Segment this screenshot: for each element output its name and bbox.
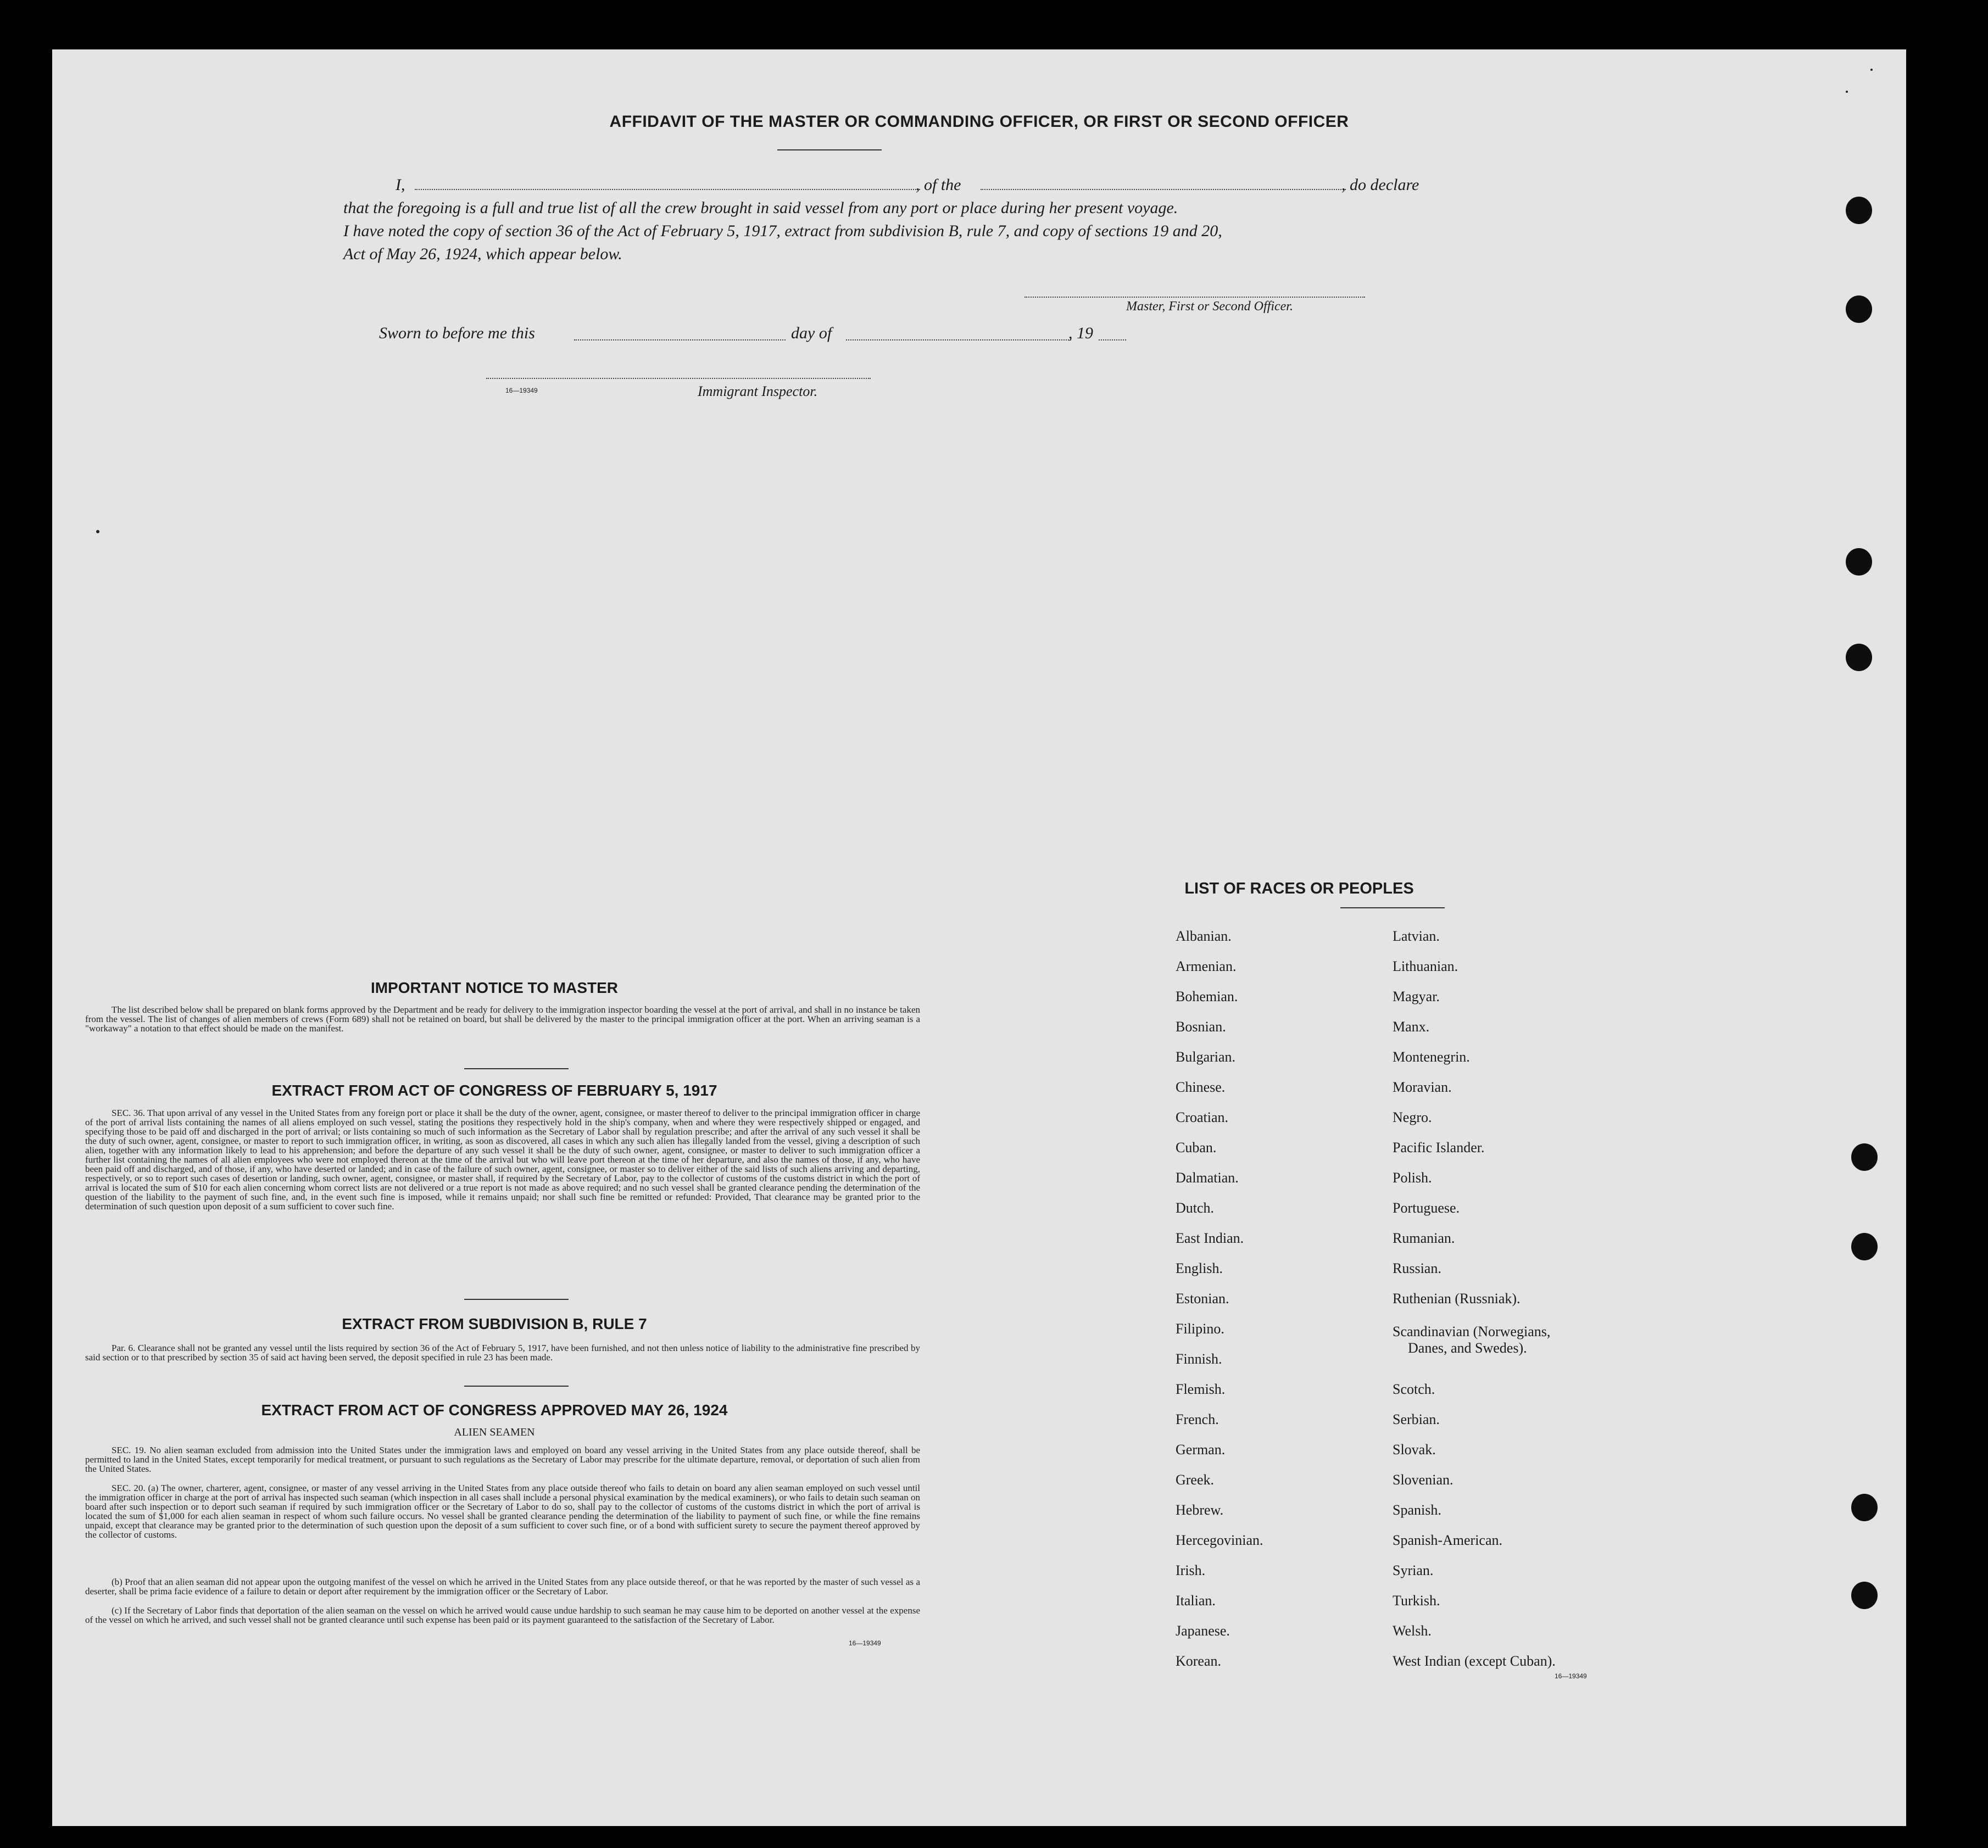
vessel-name-blank[interactable]	[981, 189, 1346, 190]
affidavit-form-number: 16—19349	[505, 387, 538, 394]
race-item: Cuban.	[1176, 1140, 1217, 1155]
race-item: Hercegovinian.	[1176, 1532, 1263, 1548]
race-item: Flemish.	[1176, 1381, 1226, 1397]
extract-1924-title: EXTRACT FROM ACT OF CONGRESS APPROVED MAY 26, 1924	[261, 1402, 728, 1419]
race-item: Manx.	[1393, 1019, 1430, 1035]
inspector-label: Immigrant Inspector.	[698, 383, 818, 399]
signature-label: Master, First or Second Officer.	[1126, 299, 1293, 314]
divider	[464, 1068, 569, 1069]
paper-speck	[1870, 69, 1873, 71]
title-divider	[777, 149, 882, 150]
race-item: Finnish.	[1176, 1351, 1222, 1367]
races-title: LIST OF RACES OR PEOPLES	[1184, 880, 1414, 897]
race-item: Syrian.	[1393, 1562, 1434, 1578]
race-item: French.	[1176, 1411, 1219, 1427]
race-item: Korean.	[1176, 1653, 1222, 1669]
binder-hole	[1851, 1494, 1878, 1521]
sworn-day-blank[interactable]	[574, 339, 786, 340]
race-item: Bohemian.	[1176, 989, 1238, 1004]
extract-1917-text: SEC. 36. That upon arrival of any vessel in the United States from any foreign port or place it shall be the duty of the owner, agent, consignee, or master thereof to deliver to the principal immigration officer in charge of the port of arrival lists containing the names of all aliens employed on such vessel, stating the positions they respectively hold in the ship's company, when and where they were respectively shipped or engaged, and specifying those to be paid off and discharged in the port of arrival; or lists containing so much of such information as the Secretary of Labor shall by regulation prescribe; and after the arrival of any such vessel it shall be the duty of such owner, agent, consignee, or master to report to such immigration officer, in writing, as soon as discovered, all cases in which any such alien has illegally landed from the vessel, giving a description of such alien, together with any information likely to lead to his apprehension; and before the departure of any such vessel it shall be the duty of such owner, agent, consignee, or master to deliver to such immigration officer a further list containing the names of all alien employees who were not employed thereon at the time of the arrival but who will leave port thereon at the time of her departure, and also the names of those, if any, who have been paid off and discharged, and of those, if any, who have deserted or landed; and in case of the failure of such owner, agent, consignee, or master so to deliver either of the said lists of such aliens arriving and departing, respectively, or so to report such cases of desertion or landing, such owner, agent, consignee, or master shall, if required by the Secretary of Labor, pay to the collector of customs of the customs district in which the port of arrival is located the sum of $10 for each alien concerning whom correct lists are not delivered or a true report is not made as above required; and no such vessel shall be granted clearance pending the determination of the question of the liability to the payment of such fine, and, in the event such fine is imposed, while it remains unpaid; nor shall such fine be remitted or refunded: Provided, That clearance may be granted prior to the determination of such question upon deposit of a sum sufficient to cover such fine.	[85, 1108, 920, 1211]
document-page	[52, 49, 1906, 1826]
race-item: Croatian.	[1176, 1109, 1229, 1125]
affidavit-line-4: Act of May 26, 1924, which appear below.	[343, 245, 622, 263]
race-item: Irish.	[1176, 1562, 1206, 1578]
binder-hole	[1851, 1143, 1878, 1171]
year-prefix: , 19	[1068, 324, 1093, 342]
race-item: Lithuanian.	[1393, 958, 1458, 974]
race-item: Bosnian.	[1176, 1019, 1226, 1035]
extract-form-number: 16—19349	[849, 1639, 881, 1647]
race-item: German.	[1176, 1442, 1226, 1458]
race-item: Greek.	[1176, 1472, 1215, 1488]
sec-20a-text: SEC. 20. (a) The owner, charterer, agent, consignee, or master of any vessel arriving in the United States from any place outside thereof who fails to detain on board any alien seaman employed on such vessel until the immigration officer in charge at the port of arrival has inspected such seaman (which inspection in all cases shall include a personal physical examination by the medical examiners), or who fails to detain such seaman on board after such inspection or to deport such seaman if required by such immigration officer or the Secretary of Labor to do so, shall pay to the collector of customs of the customs district in which the port of arrival is located the sum of $1,000 for each alien seaman in respect of whom such failure occurs. No vessel shall be granted clearance pending the determination of the liability to payment of such fine, or while the fine remains unpaid, except that clearance may be granted prior to the determination of such question upon the deposit of a sum sufficient to cover such fine, or of a bond with sufficient surety to secure the payment thereof approved by the collector of customs.	[85, 1483, 920, 1540]
race-item: Dutch.	[1176, 1200, 1215, 1216]
binder-hole	[1846, 295, 1872, 323]
divider	[464, 1386, 569, 1387]
binder-hole	[1851, 1233, 1878, 1260]
sworn-text: Sworn to before me this	[379, 324, 535, 342]
race-item: Italian.	[1176, 1593, 1216, 1609]
races-divider	[1340, 907, 1445, 908]
race-item: Estonian.	[1176, 1291, 1229, 1307]
race-item: Scandinavian (Norwegians,	[1393, 1324, 1551, 1339]
race-item: Moravian.	[1393, 1079, 1452, 1095]
divider	[464, 1299, 569, 1300]
race-item: Spanish.	[1393, 1502, 1441, 1518]
race-item: Negro.	[1393, 1109, 1432, 1125]
race-item: Magyar.	[1393, 989, 1440, 1004]
binder-hole	[1846, 644, 1872, 671]
paper-speck	[1846, 91, 1848, 93]
race-item: Welsh.	[1393, 1623, 1432, 1639]
race-item: Pacific Islander.	[1393, 1140, 1485, 1155]
race-item: Ruthenian (Russniak).	[1393, 1291, 1521, 1307]
race-item: Danes, and Swedes).	[1408, 1340, 1527, 1356]
race-item: Japanese.	[1176, 1623, 1230, 1639]
race-item: English.	[1176, 1260, 1223, 1276]
race-item: Portuguese.	[1393, 1200, 1460, 1216]
race-item: Slovak.	[1393, 1442, 1436, 1458]
race-item: Montenegrin.	[1393, 1049, 1470, 1065]
year-blank[interactable]	[1099, 339, 1126, 340]
race-item: Turkish.	[1393, 1593, 1440, 1609]
paper-speck	[96, 530, 99, 533]
sec-19-text: SEC. 19. No alien seaman excluded from admission into the United States under the immigration laws and employed on board any vessel arriving in the United States from any place outside thereof, shall be permitted to land in the United States, except temporarily for medical treatment, or pursuant to such regulations as the Secretary of Labor may prescribe for the ultimate departure, removal, or deportation of such alien from the United States.	[85, 1445, 920, 1474]
sec-20b-text: (b) Proof that an alien seaman did not appear upon the outgoing manifest of the vessel on which he arrived in the United States from any place outside thereof, or that he was reported by the master of such vessel as a deserter, shall be prima facie evidence of a failure to detain or deport after requirement by the immigration officer or the Secretary of Labor.	[85, 1577, 920, 1596]
day-of-text: day of	[791, 324, 832, 342]
race-item: Scotch.	[1393, 1381, 1435, 1397]
race-item: Spanish-American.	[1393, 1532, 1503, 1548]
race-item: Russian.	[1393, 1260, 1441, 1276]
race-item: Bulgarian.	[1176, 1049, 1236, 1065]
race-item: Chinese.	[1176, 1079, 1226, 1095]
binder-hole	[1846, 197, 1872, 224]
affidavit-title: AFFIDAVIT OF THE MASTER OR COMMANDING OFFICER, OR FIRST OR SECOND OFFICER	[609, 113, 1349, 131]
extract-rule7-title: EXTRACT FROM SUBDIVISION B, RULE 7	[342, 1315, 647, 1332]
alien-seamen-subtitle: ALIEN SEAMEN	[454, 1426, 535, 1438]
race-item: Armenian.	[1176, 958, 1237, 974]
race-item: Dalmatian.	[1176, 1170, 1239, 1186]
signature-blank[interactable]	[1024, 297, 1365, 298]
race-item: Latvian.	[1393, 928, 1440, 944]
races-form-number: 16—19349	[1555, 1672, 1587, 1680]
race-item: Hebrew.	[1176, 1502, 1224, 1518]
sworn-month-blank[interactable]	[846, 339, 1071, 340]
binder-hole	[1851, 1582, 1878, 1609]
extract-rule7-text: Par. 6. Clearance shall not be granted any vessel until the lists required by section 36 of the Act of February 5, 1917, have been furnished, and not then unless notice of liability to the administrative fine prescribed by said section or to that prescribed by section 35 of said act having been served, the deposit specified in rule 23 has been made.	[85, 1343, 920, 1363]
race-item: Serbian.	[1393, 1411, 1440, 1427]
affidavit-line-3: I have noted the copy of section 36 of the Act of February 5, 1917, extract from subdivision B, rule 7, and copy of sections 19 and 20,	[343, 222, 1222, 240]
race-item: West Indian (except Cuban).	[1393, 1653, 1556, 1669]
binder-hole	[1846, 548, 1872, 576]
race-item: Rumanian.	[1393, 1230, 1455, 1246]
affidavit-i: I,	[396, 176, 405, 194]
name-blank[interactable]	[415, 189, 920, 190]
notice-text: The list described below shall be prepared on blank forms approved by the Department and be ready for delivery to the immigration inspector boarding the vessel at the port of arrival, and shall in no instance be taken from the vessel. The list of changes of alien members of crews (Form 689) shall not be retained on board, but shall be delivered by the master to the principal immigration officer at the port. When an arriving seaman is a "workaway" a notation to that effect should be made on the manifest.	[85, 1004, 920, 1034]
race-item: Polish.	[1393, 1170, 1432, 1186]
inspector-signature-blank[interactable]	[486, 378, 871, 379]
race-item: Slovenian.	[1393, 1472, 1454, 1488]
notice-title: IMPORTANT NOTICE TO MASTER	[370, 979, 619, 996]
affidavit-declare: , do declare	[1341, 176, 1419, 194]
race-item: Albanian.	[1176, 928, 1232, 944]
affidavit-line-1	[396, 176, 405, 194]
sec-20c-text: (c) If the Secretary of Labor finds that deportation of the alien seaman on the vessel on which he arrived would cause undue hardship to such seaman he may cause him to be deported on another vessel at the expense of the vessel on which he arrived, and such vessel shall not be granted clearance until such expense has been paid or its payment guaranteed to the satisfaction of the Secretary of Labor.	[85, 1605, 920, 1625]
race-item: Filipino.	[1176, 1321, 1224, 1337]
race-item: East Indian.	[1176, 1230, 1244, 1246]
affidavit-of-the: , of the	[916, 176, 961, 194]
affidavit-line-2: that the foregoing is a full and true list of all the crew brought in said vessel from any port or place during her present voyage.	[343, 199, 1178, 217]
extract-1917-title: EXTRACT FROM ACT OF CONGRESS OF FEBRUARY 5, 1917	[271, 1082, 717, 1099]
